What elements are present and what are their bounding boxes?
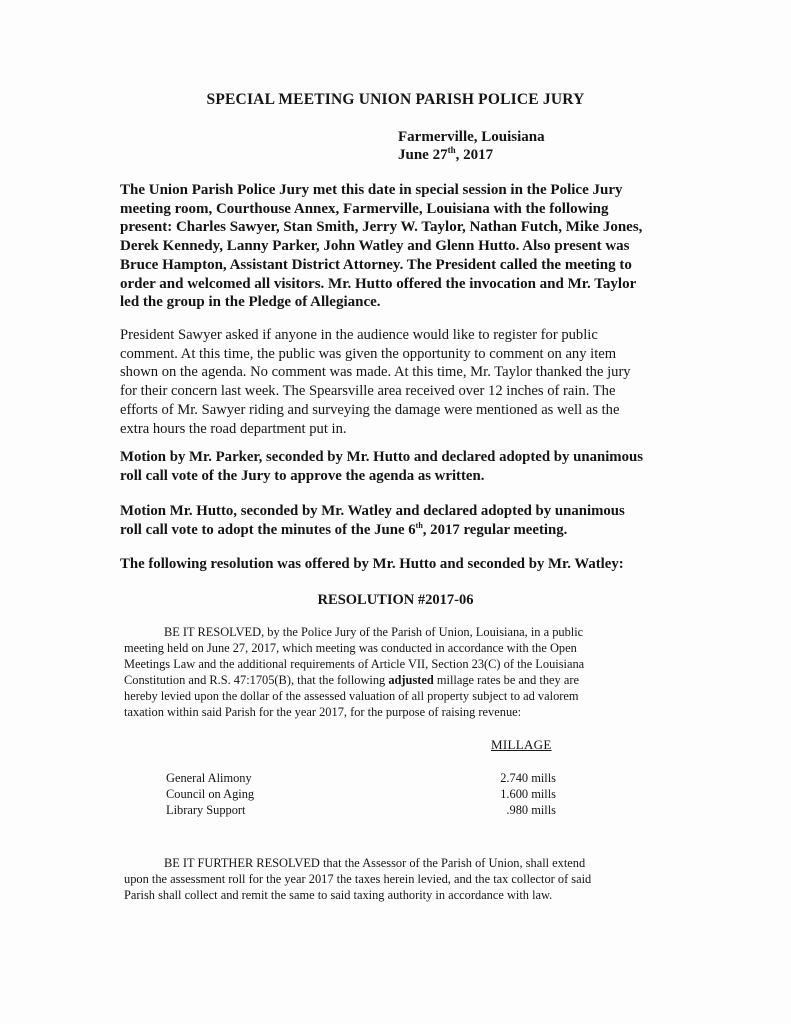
resolution-offer-paragraph <box>120 555 685 574</box>
intro-line: The Union Parish Police Jury met this date in special session in the Police Jury <box>120 182 623 198</box>
public-comment-paragraph <box>120 326 680 438</box>
further-resolved-line: Parish shall collect and remit the same to said taxing authority in accordance with law. <box>124 887 553 902</box>
intro-line: Derek Kennedy, Lanny Parker, John Watley and Glenn Hutto. Also present was <box>120 238 630 255</box>
motion-line: roll call vote of the Jury to approve the agenda as written. <box>120 467 485 484</box>
comment-line: for their concern last week. The Spearsville area received over 12 inches of rain. The <box>120 383 616 400</box>
comment-line: extra hours the road department put in. <box>120 420 347 437</box>
resolution-text: Constitution and R.S. 47:1705(B), that the following <box>124 672 389 687</box>
comment-line: President Sawyer asked if anyone in the audience would like to register for public <box>120 327 598 343</box>
intro-line: Bruce Hampton, Assistant District Attorney. The President called the meeting to <box>120 256 632 273</box>
further-resolved-line: BE IT FURTHER RESOLVED that the Assessor of the Parish of Union, shall extend <box>164 856 586 870</box>
motion-agenda-paragraph <box>120 448 685 485</box>
resolution-title: RESOLUTION #2017-06 <box>317 592 474 608</box>
resolution-line: taxation within said Parish for the year 2017, for the purpose of raising revenue: <box>124 704 522 719</box>
adjusted-keyword: adjusted <box>388 672 434 687</box>
date-ordinal: th <box>447 145 456 155</box>
resolution-offer-line: The following resolution was offered by Mr. Hutto and seconded by Mr. Watley: <box>120 556 624 572</box>
comment-line: comment. At this time, the public was given the opportunity to comment on any item <box>120 345 617 362</box>
intro-line: present: Charles Sawyer, Stan Smith, Jerry W. Taylor, Nathan Futch, Mike Jones, <box>120 219 643 236</box>
meeting-location: Farmerville, Louisiana <box>398 129 545 145</box>
millage-label-library-support: Library Support <box>166 803 246 817</box>
motion-line: Motion by Mr. Parker, seconded by Mr. Hutto and declared adopted by unanimous <box>120 449 644 465</box>
millage-label-council-on-aging: Council on Aging <box>166 787 255 801</box>
intro-line: order and welcomed all visitors. Mr. Hutto offered the invocation and Mr. Taylor <box>120 275 637 292</box>
meeting-date <box>398 146 545 164</box>
date-prefix: June 27 <box>398 147 448 163</box>
further-resolved-line: upon the assessment roll for the year 2017 the taxes herein levied, and the tax collector of said <box>124 871 592 886</box>
comment-line: efforts of Mr. Sawyer riding and surveying the damage were mentioned as well as the <box>120 401 620 418</box>
resolution-text: millage rates be and they are <box>433 672 579 687</box>
motion-line: Motion Mr. Hutto, seconded by Mr. Watley and declared adopted by unanimous <box>120 503 625 519</box>
meeting-location-date <box>398 128 545 164</box>
motion-minutes-paragraph <box>120 502 685 539</box>
resolution-line: hereby levied upon the dollar of the assessed valuation of all property subject to ad valorem <box>124 688 579 703</box>
further-resolved-paragraph <box>124 856 680 904</box>
millage-value-general-alimony: 2.740 mills <box>500 771 556 785</box>
millage-value-council-on-aging: 1.600 mills <box>500 787 556 801</box>
motion-line <box>120 521 685 540</box>
date-ordinal: th <box>415 520 423 530</box>
motion-text: roll call vote to adopt the minutes of the June 6 <box>120 521 416 538</box>
comment-line: shown on the agenda. No comment was made. At this time, Mr. Taylor thanked the jury <box>120 364 631 381</box>
millage-header: MILLAGE <box>491 737 552 752</box>
date-year: , 2017 <box>455 147 494 163</box>
resolution-line <box>124 673 680 689</box>
intro-line: meeting room, Courthouse Annex, Farmerville, Louisiana with the following <box>120 200 609 217</box>
intro-line: led the group in the Pledge of Allegiance. <box>120 294 381 311</box>
millage-value-library-support: .980 mills <box>506 803 556 817</box>
document-title: SPECIAL MEETING UNION PARISH POLICE JURY <box>206 91 585 108</box>
intro-paragraph <box>120 181 680 312</box>
resolution-line: meeting held on June 27, 2017, which meeting was conducted in accordance with the Open <box>124 640 577 655</box>
motion-text: , 2017 regular meeting. <box>422 521 568 538</box>
resolution-line: BE IT RESOLVED, by the Police Jury of the Parish of Union, Louisiana, in a public <box>164 625 584 639</box>
millage-label-general-alimony: General Alimony <box>166 771 252 785</box>
resolution-body <box>124 625 680 720</box>
resolution-line: Meetings Law and the additional requirements of Article VII, Section 23(C) of the Louisiana <box>124 656 585 671</box>
